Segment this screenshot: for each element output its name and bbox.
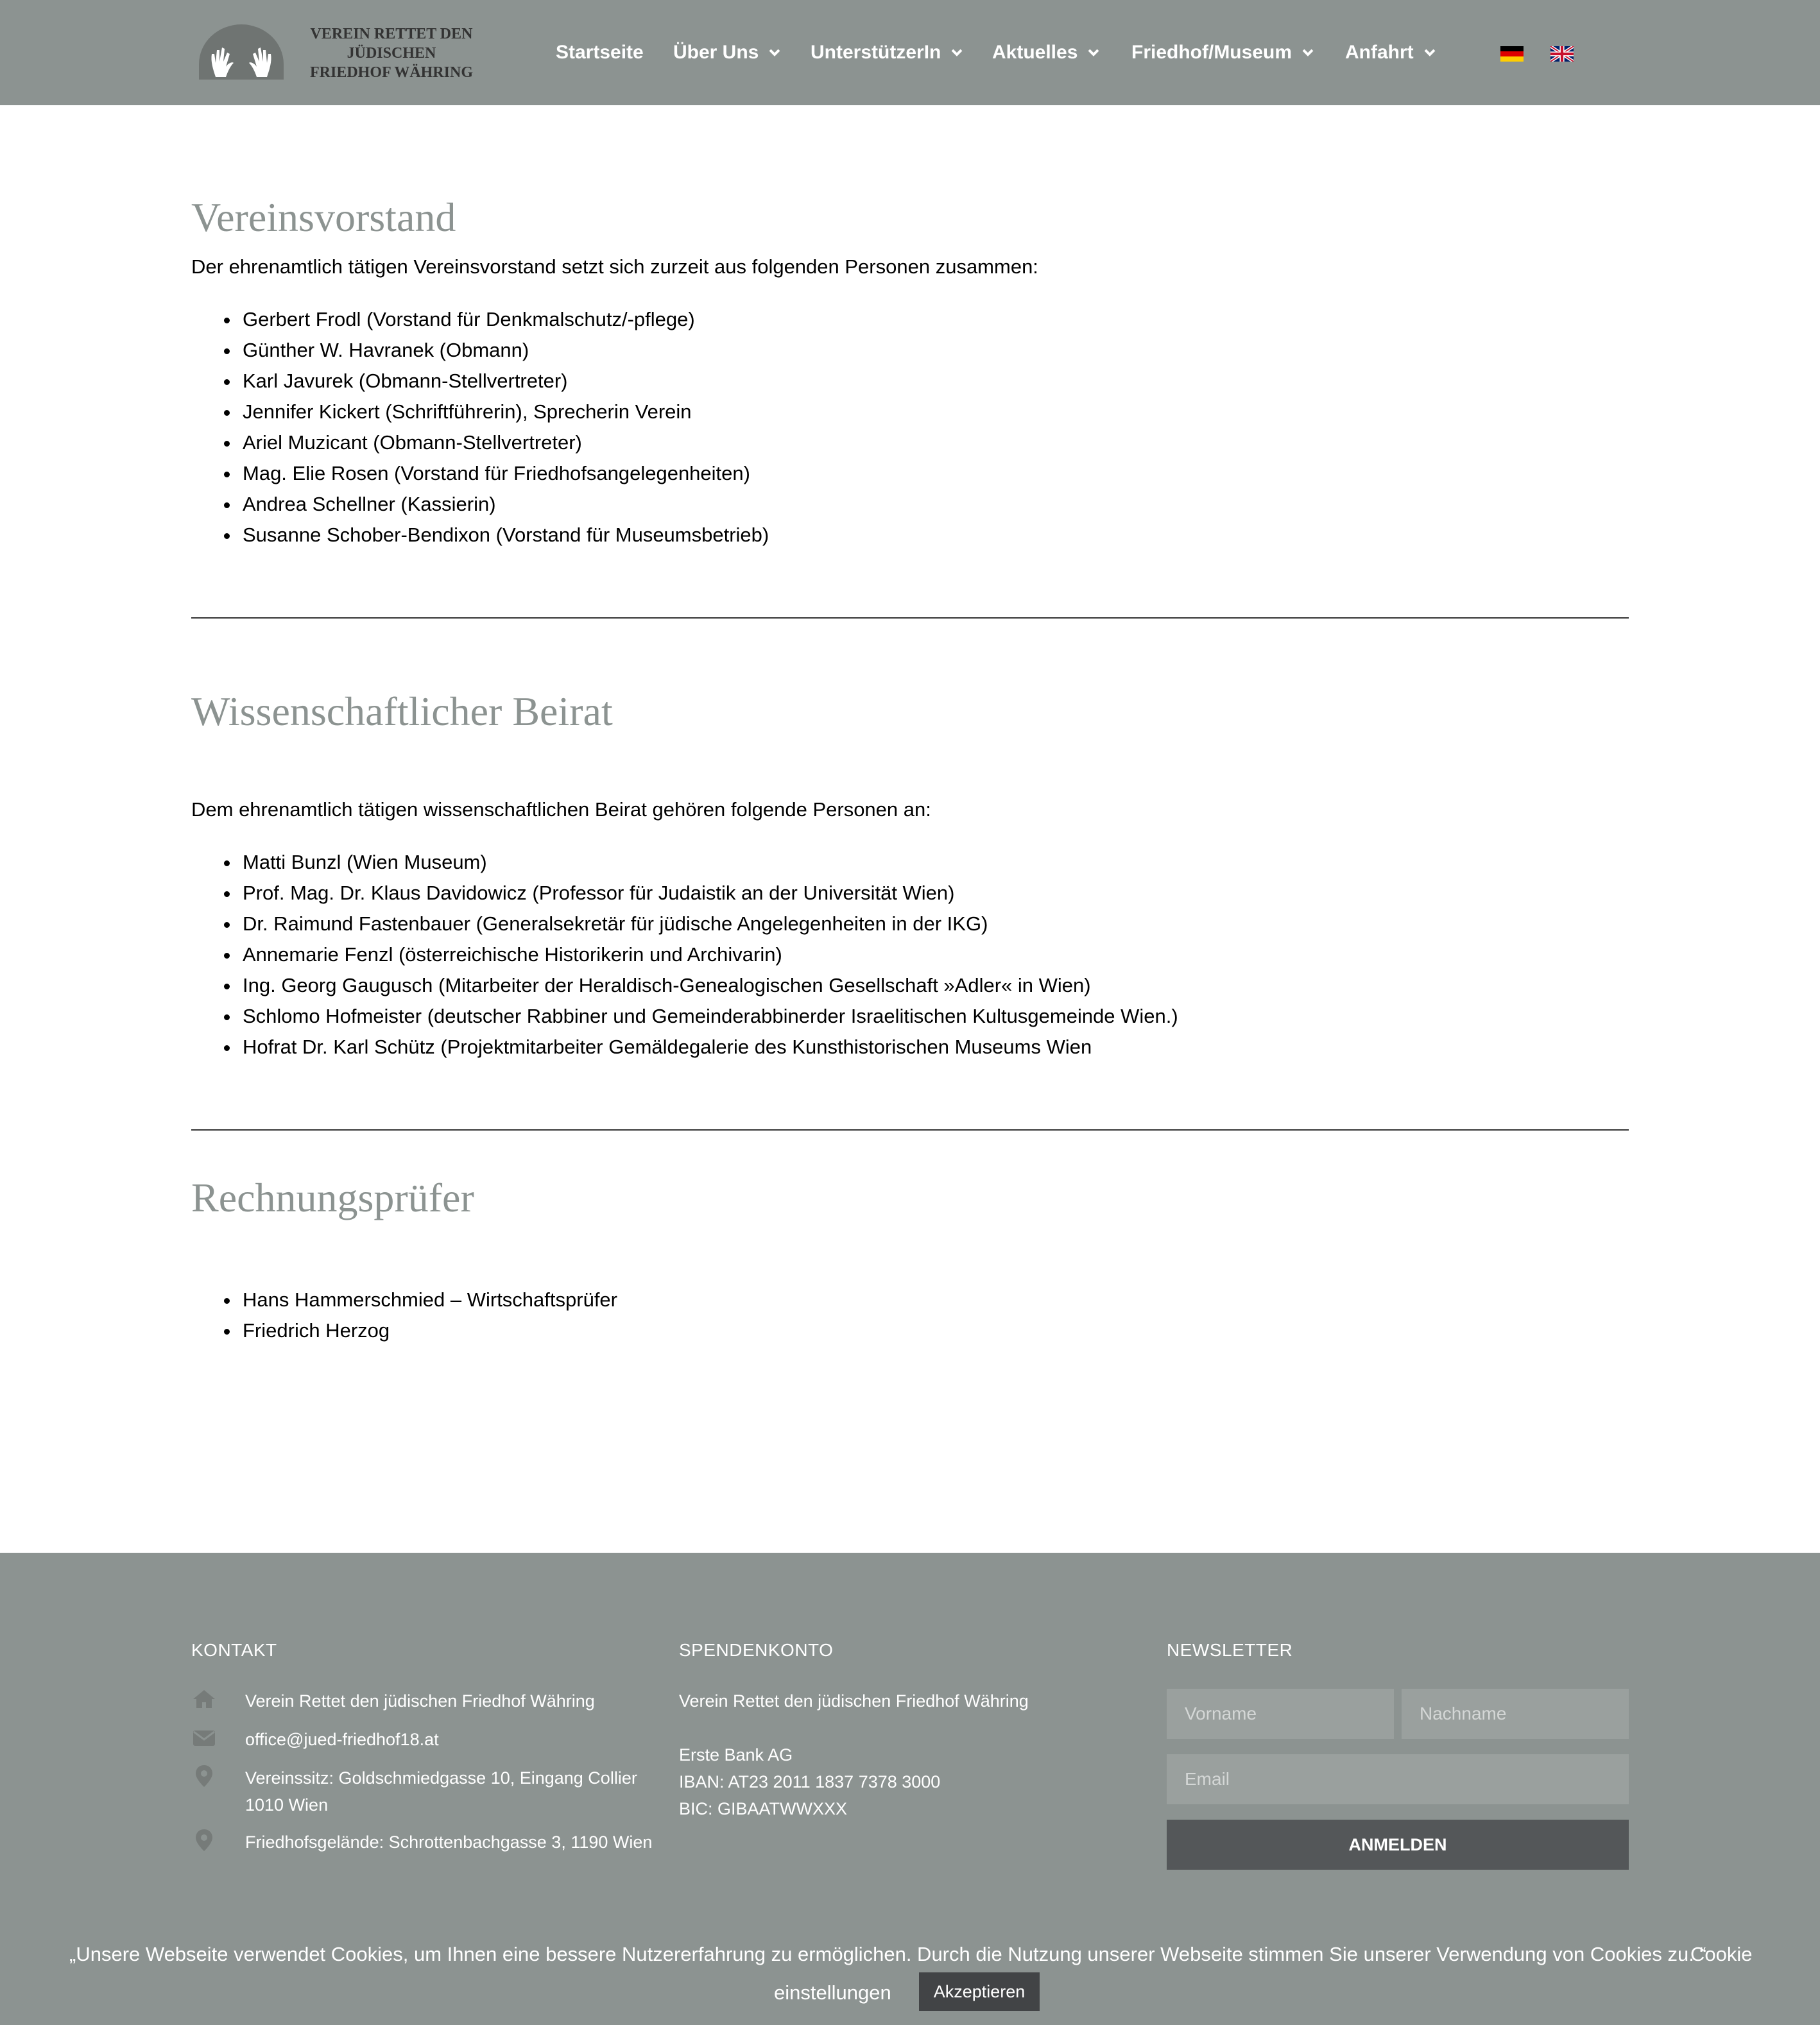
beirat-list (191, 847, 1178, 1063)
list-item: Mag. Elie Rosen (Vorstand für Friedhofsangelegenheiten) (191, 458, 769, 489)
vorstand-list (191, 304, 769, 551)
nav-item-ueber-uns[interactable] (673, 38, 782, 67)
nav-item-unterstuetzerin[interactable] (811, 38, 964, 67)
contact-row (191, 1829, 653, 1852)
chevron-down-icon (768, 46, 782, 60)
cookie-accept-button[interactable]: Akzeptieren (919, 1972, 1040, 2011)
section-title-rechnungspruefer: Rechnungsprüfer (191, 1175, 474, 1220)
list-item: Hofrat Dr. Karl Schütz (Projektmitarbeiter Gemäldegalerie des Kunsthistorischen Museums Wien (191, 1032, 1178, 1063)
chevron-down-icon (950, 46, 964, 60)
map-pin-icon (191, 1764, 217, 1788)
contact-address-verein: Vereinssitz: Goldschmiedgasse 10, Eingang Collier 1010 Wien (245, 1768, 637, 1815)
list-item: Susanne Schober-Bendixon (Vorstand für Museumsbetrieb) (191, 520, 769, 551)
list-item: Andrea Schellner (Kassierin) (191, 489, 769, 520)
logo-line: JÜDISCHEN (347, 45, 436, 62)
home-icon (191, 1688, 217, 1711)
contact-text: Verein Rettet den jüdischen Friedhof Währing (245, 1691, 595, 1711)
section-title-vereinsvorstand: Vereinsvorstand (191, 194, 456, 240)
list-item: Karl Javurek (Obmann-Stellvertreter) (191, 366, 769, 397)
list-item: Prof. Mag. Dr. Klaus Davidowicz (Professor für Judaistik an der Universität Wien) (191, 878, 1178, 909)
logo-hands-icon (196, 24, 286, 80)
list-item: Schlomo Hofmeister (deutscher Rabbiner und Gemeinderabbinerder Israelitischen Kultusgemeinde Wien.) (191, 1001, 1178, 1032)
nav-label: Friedhof/Museum (1131, 42, 1292, 63)
german-flag-icon[interactable] (1500, 46, 1524, 62)
newsletter-submit-button[interactable]: ANMELDEN (1167, 1820, 1629, 1870)
contact-address-friedhof: Friedhofsgelände: Schrottenbachgasse 3, 1190 Wien (245, 1833, 653, 1852)
nav-item-aktuelles[interactable] (992, 38, 1101, 67)
contact-email[interactable]: office@jued-friedhof18.at (245, 1730, 439, 1749)
logo-line: FRIEDHOF WÄHRING (309, 64, 473, 81)
section-divider (191, 617, 1629, 619)
logo-line: VEREIN RETTET DEN (310, 26, 473, 42)
newsletter-first-name-input[interactable]: Vorname (1167, 1689, 1394, 1739)
section-intro: Dem ehrenamtlich tätigen wissenschaftlichen Beirat gehören folgende Personen an: (191, 798, 931, 821)
section-title-beirat: Wissenschaftlicher Beirat (191, 688, 613, 734)
list-item: Günther W. Havranek (Obmann) (191, 335, 769, 366)
section-intro: Der ehrenamtlich tätigen Vereinsvorstand setzt sich zurzeit aus folgenden Personen zusammen: (191, 255, 1038, 278)
logo-text (302, 24, 481, 82)
nav-label: UnterstützerIn (811, 42, 941, 63)
envelope-icon (191, 1726, 217, 1749)
list-item: Hans Hammerschmied – Wirtschaftsprüfer (191, 1285, 617, 1315)
bank-name: Erste Bank AG (679, 1745, 793, 1764)
footer-heading-spendenkonto: SPENDENKONTO (679, 1640, 834, 1660)
list-item: Jennifer Kickert (Schriftführerin), Sprecherin Verein (191, 397, 769, 427)
chevron-down-icon (1423, 46, 1437, 60)
list-item: Gerbert Frodl (Vorstand für Denkmalschutz/-pflege) (191, 304, 769, 335)
section-divider (191, 1129, 1629, 1131)
contact-row (191, 1688, 595, 1711)
list-item: Dr. Raimund Fastenbauer (Generalsekretär für jüdische Angelegenheiten in der IKG) (191, 909, 1178, 939)
list-item: Ing. Georg Gaugusch (Mitarbeiter der Heraldisch-Genealogischen Gesellschaft »Adler« in Wien) (191, 970, 1178, 1001)
cookie-settings-link[interactable]: Cookie (1690, 1943, 1753, 1965)
map-pin-icon (191, 1829, 217, 1852)
uk-flag-icon[interactable] (1550, 46, 1574, 62)
chevron-down-icon (1086, 46, 1101, 60)
list-item: Friedrich Herzog (191, 1315, 617, 1346)
contact-row (191, 1726, 439, 1749)
cookie-settings-link[interactable]: einstellungen (774, 1981, 891, 2004)
contact-row (191, 1764, 637, 1815)
cookie-banner (0, 1926, 1820, 2025)
nav-item-friedhof-museum[interactable] (1131, 38, 1315, 67)
cookie-message: „Unsere Webseite verwendet Cookies, um Ihnen eine bessere Nutzererfahrung zu ermöglichen. Durch die Nutzung unserer Webseite stimmen Sie unserer Verwendung von Cookies zu. “ (69, 1943, 1706, 1965)
site-logo[interactable] (196, 23, 474, 82)
newsletter-email-input[interactable]: Email (1167, 1754, 1629, 1804)
bank-account-name: Verein Rettet den jüdischen Friedhof Währing (679, 1691, 1029, 1711)
list-item: Ariel Muzicant (Obmann-Stellvertreter) (191, 427, 769, 458)
footer-heading-kontakt: KONTAKT (191, 1640, 277, 1660)
rechnungspruefer-list (191, 1285, 617, 1346)
chevron-down-icon (1301, 46, 1315, 60)
site-header (0, 0, 1820, 105)
bank-bic: BIC: GIBAATWWXXX (679, 1799, 848, 1818)
bank-iban: IBAN: AT23 2011 1837 7378 3000 (679, 1772, 941, 1791)
footer-heading-newsletter: NEWSLETTER (1167, 1640, 1293, 1660)
list-item: Annemarie Fenzl (österreichische Historikerin und Archivarin) (191, 939, 1178, 970)
nav-item-startseite[interactable] (556, 38, 644, 67)
nav-label: Über Uns (673, 42, 759, 63)
nav-item-anfahrt[interactable] (1345, 38, 1437, 67)
nav-label: Startseite (556, 42, 644, 63)
list-item: Matti Bunzl (Wien Museum) (191, 847, 1178, 878)
nav-label: Anfahrt (1345, 42, 1414, 63)
newsletter-last-name-input[interactable]: Nachname (1402, 1689, 1629, 1739)
nav-label: Aktuelles (992, 42, 1078, 63)
